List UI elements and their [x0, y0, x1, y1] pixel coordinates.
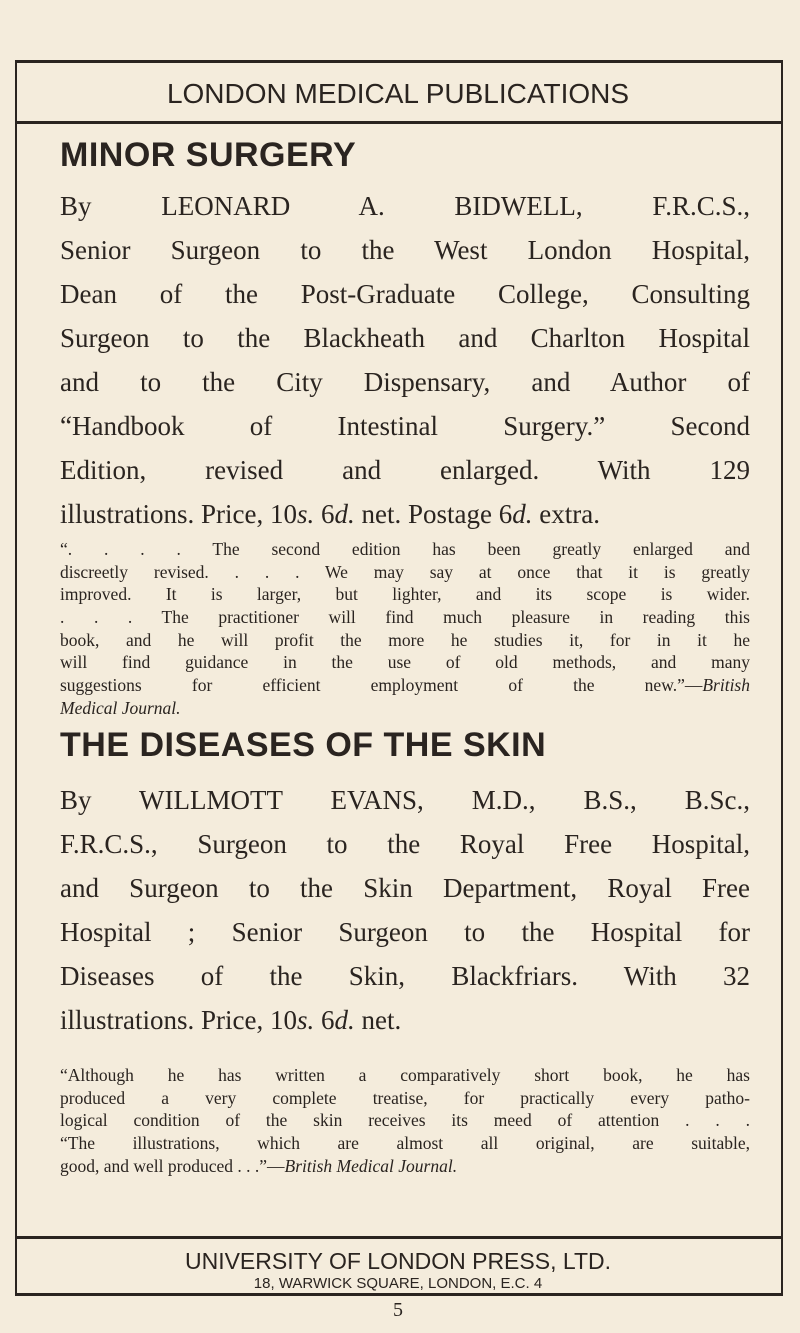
text: net. Postage 6	[354, 499, 513, 529]
text-line	[60, 954, 750, 998]
header-rule	[15, 121, 781, 124]
italic-text: s.	[296, 1005, 315, 1035]
text: Diseases of the Skin, Blackfriars. With 32	[60, 961, 750, 991]
italic-text: d.	[334, 499, 355, 529]
text: logical condition of the skin receives its meed of attention . . .	[60, 1110, 750, 1131]
text: “. . . . The second edition has been greatly enlarged and	[60, 539, 750, 559]
text: Edition, revised and enlarged. With 129	[60, 455, 750, 485]
text: and Surgeon to the Skin Department, Royal Free	[60, 873, 750, 903]
book-description	[60, 184, 750, 536]
text-line	[60, 866, 750, 910]
text-line	[60, 184, 750, 228]
text: extra.	[532, 499, 600, 529]
text-line	[60, 1064, 750, 1087]
page-header: LONDON MEDICAL PUBLICATIONS	[166, 78, 630, 109]
text: discreetly revised. . . . We may say at once that it is greatly	[60, 561, 750, 582]
text-line	[60, 1087, 750, 1110]
text: “Handbook of Intestinal Surgery.” Second	[60, 411, 750, 441]
text-line	[60, 538, 750, 561]
text: By LEONARD A. BIDWELL, F.R.C.S.,	[60, 191, 750, 221]
text: . . . The practitioner will find much pleasure in reading this	[60, 607, 750, 628]
text: Hospital ; Senior Surgeon to the Hospital for	[60, 917, 750, 947]
italic-text: s.	[296, 499, 315, 529]
book-title-diseases-of-the-skin: THE DISEASES OF THE SKIN	[60, 726, 547, 764]
text: illustrations. Price, 10	[60, 1005, 297, 1035]
publisher-address: 18, WARWICK SQUARE, LONDON, E.C. 4	[253, 1275, 543, 1292]
text-line	[60, 583, 750, 606]
text: improved. It is larger, but lighter, and its scope is wider.	[60, 584, 750, 605]
text: suggestions for efficient employment of the new.”—	[60, 675, 703, 696]
text-line	[60, 629, 750, 652]
text-line	[60, 1155, 750, 1178]
text-line	[60, 822, 750, 866]
text: “The illustrations, which are almost all original, are suitable,	[60, 1133, 750, 1154]
italic-text: d.	[334, 1005, 355, 1035]
book-title-minor-surgery: MINOR SURGERY	[60, 136, 357, 174]
italic-text: Medical Journal.	[60, 697, 181, 718]
text: will find guidance in the use of old methods, and many	[60, 652, 750, 673]
text-line	[60, 316, 750, 360]
text: Senior Surgeon to the West London Hospital,	[60, 235, 750, 265]
text-line	[60, 606, 750, 629]
text-line	[60, 492, 750, 536]
text-line	[60, 404, 750, 448]
text: F.R.C.S., Surgeon to the Royal Free Hospital,	[60, 829, 750, 859]
italic-text: d.	[512, 499, 533, 529]
text: By WILLMOTT EVANS, M.D., B.S., B.Sc.,	[60, 785, 750, 815]
text: Dean of the Post-Graduate College, Consulting	[60, 279, 750, 309]
text: net.	[354, 1005, 402, 1035]
text-line	[60, 272, 750, 316]
text: produced a very complete treatise, for practically every patho-	[60, 1087, 750, 1108]
page-number: 5	[393, 1299, 403, 1321]
text-line	[60, 448, 750, 492]
book-review	[60, 538, 750, 720]
text-line	[60, 998, 750, 1042]
text: Surgeon to the Blackheath and Charlton Hospital	[60, 323, 750, 353]
text-line	[60, 1109, 750, 1132]
publisher-name: UNIVERSITY OF LONDON PRESS, LTD.	[184, 1248, 611, 1274]
italic-text: British Medical Journal.	[284, 1155, 458, 1176]
book-review	[60, 1064, 750, 1177]
footer-rule	[15, 1236, 781, 1239]
text-line	[60, 910, 750, 954]
text-line	[60, 228, 750, 272]
text: 6	[314, 1005, 335, 1035]
italic-text: British	[702, 675, 750, 696]
book-description	[60, 778, 750, 1042]
text-line	[60, 674, 750, 697]
text-line	[60, 561, 750, 584]
text: illustrations. Price, 10	[60, 499, 297, 529]
text-line	[60, 1132, 750, 1155]
text-line	[60, 778, 750, 822]
text: good, and well produced . . .”—	[60, 1155, 285, 1176]
text-line	[60, 651, 750, 674]
text: and to the City Dispensary, and Author of	[60, 367, 750, 397]
text: book, and he will profit the more he studies it, for in it he	[60, 629, 750, 650]
text: 6	[314, 499, 335, 529]
text-line	[60, 697, 750, 720]
text-line	[60, 360, 750, 404]
text: “Although he has written a comparatively short book, he has	[60, 1065, 750, 1085]
